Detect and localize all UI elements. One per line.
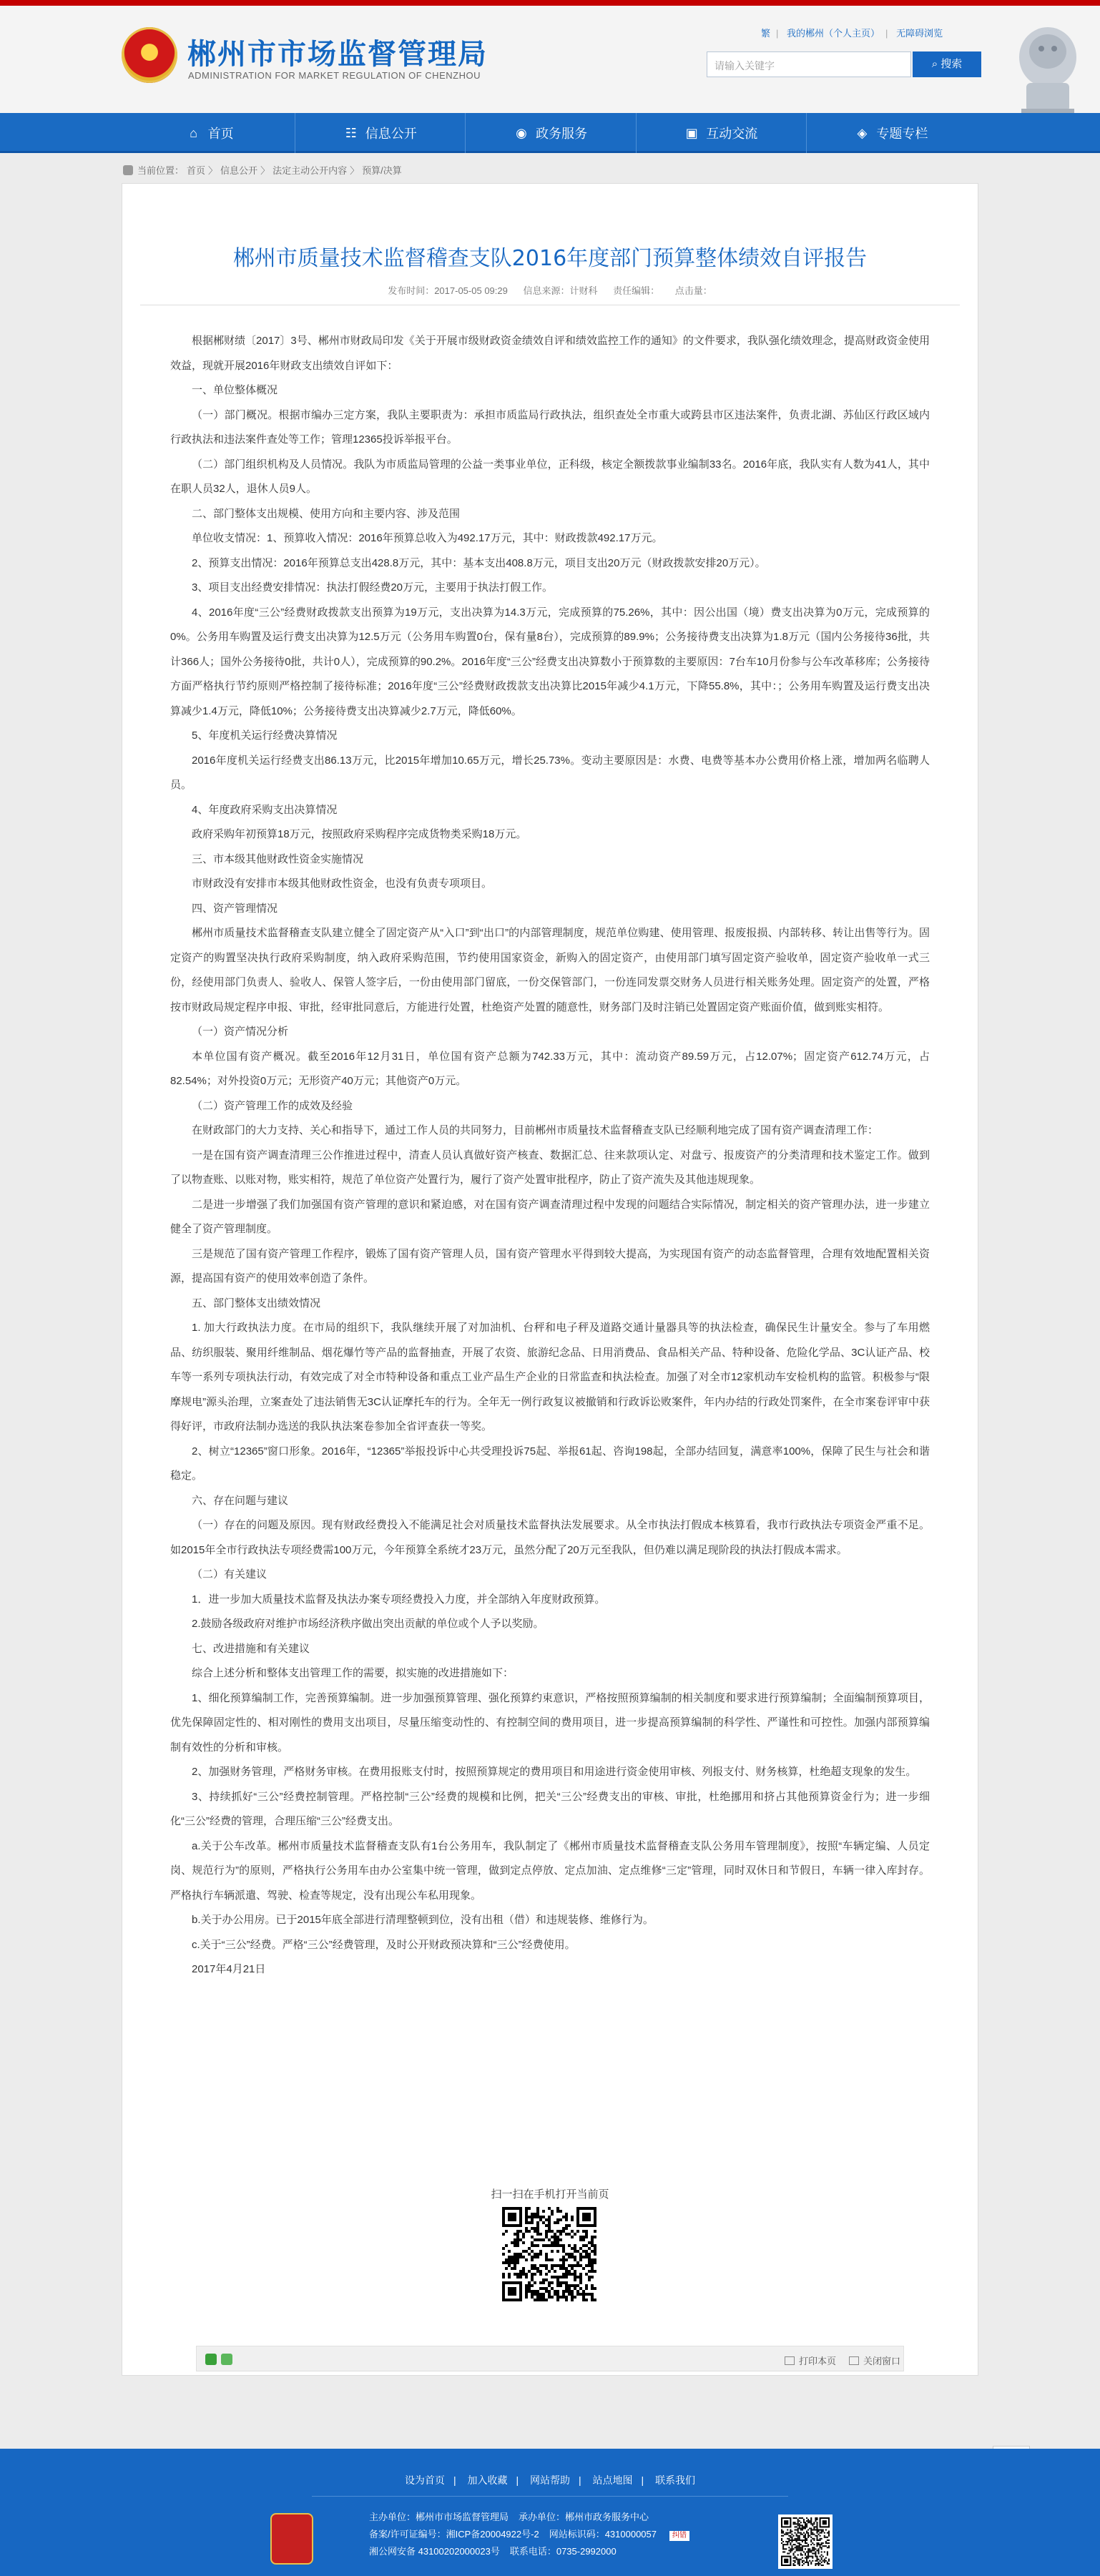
top-links: 繁 | 我的郴州（个人主页） | 无障碍浏览 [761, 28, 943, 39]
stone-lion-icon [1008, 14, 1087, 119]
footer-info [369, 2509, 699, 2560]
contact-phone: 联系电话：0735-2992000 [509, 2546, 617, 2557]
traditional-chinese-link[interactable]: 繁 [761, 28, 771, 39]
article-paragraph: 1．进一步加大质量技术监督及执法办案专项经费投入力度，并全部纳入年度财政预算。 [192, 1593, 606, 1606]
breadcrumb-statutory[interactable]: 法定主动公开内容 [272, 165, 348, 176]
article-paragraph: 政府采购年初预算18万元，按照政府采购程序完成货物类采购18万元。 [192, 828, 527, 840]
footer-divider [312, 2496, 788, 2497]
nav-interaction[interactable]: ▣ 互动交流 [637, 113, 807, 153]
nav-government-service[interactable]: ◉ 政务服务 [466, 113, 636, 153]
article-paragraph: （一）部门概况。根据市编办三定方案，我队主要职责为：承担市质监局行政执法，组织查处全市重大或跨县市区违法案件，负责北湖、苏仙区行政区域内行政执法和违法案件查处等工作；管理12365投诉举报平台。 [170, 408, 930, 446]
article-paragraph: 三是规范了国有资产管理工作程序，锻炼了国有资产管理人员，国有资产管理水平得到较大提高，为实现国有资产的动态监督管理，合理有效地配置相关资源，提高国有资产的使用效率创造了条件。 [170, 1247, 930, 1284]
nav-info-disclosure[interactable]: ☷ 信息公开 [295, 113, 466, 153]
article-paragraph: 根据郴财绩〔2017〕3号、郴州市财政局印发《关于开展市级财政资金绩效自评和绩效监控工作的通知》的文件要求，我队强化绩效理念，提高财政资金使用效益，现就开展2016年财政支出绩效自评如下： [170, 335, 930, 372]
article-paragraph: 2、树立“12365”窗口形象。2016年，“12365”举报投诉中心共受理投诉75起、举报61起、咨询198起，全部办结回复，满意率100%，保障了民生与社会和谐稳定。 [170, 1445, 930, 1482]
article-paragraph: 一是在国有资产调查清理三公作推进过程中，清查人员认真做好资产核查、数据汇总、往来款项认定、对盘亏、报废资产的分类清理和技术鉴定工作。做到了以物查账、以账对物，账实相符，规范了单位资产处置行为，履行了资产处置审批程序，防止了资产流失及其他违规现象。 [170, 1149, 930, 1186]
personal-home-link[interactable]: 我的郴州（个人主页） [787, 28, 880, 39]
top-strip [0, 0, 1100, 6]
article-paragraph: 1、细化预算编制工作，完善预算编制。进一步加强预算管理、强化预算约束意识，严格按照预算编制的相关制度和要求进行预算编制；全面编制预算项目，优先保障固定性的、相对刚性的费用支出项目，尽量压缩变动性的、有控制空间的费用项目，进一步提高预算编制的科学性、严谨性和可控性。加强内部预算编制有效性的分析和审核。 [170, 1691, 930, 1754]
article-paragraph: 二、部门整体支出规模、使用方向和主要内容、涉及范围 [192, 507, 461, 520]
print-button[interactable]: 打印本页 [785, 2354, 836, 2367]
article-body [170, 329, 930, 1982]
article-paragraph: 市财政没有安排市本级其他财政性资金，也没有负责专项项目。 [192, 877, 493, 890]
article-paragraph: 二是进一步增强了我们加强国有资产管理的意识和紧迫感，对在国有资产调查清理过程中发现的问题结合实际情况，制定相关的资产管理办法，进一步建立健全了资产管理制度。 [170, 1198, 930, 1235]
article-paragraph: 郴州市质量技术监督稽查支队建立健全了固定资产从“入口”到“出口”的内部管理制度，规范单位购建、使用管理、报废报损、内部转移、转让出售等行为。固定资产的购置坚决执行政府采购制度，纳入政府采购范围，节约使用国家资金，新购入的固定资产，由使用部门填写固定资产验收单，固定资产验收单一式三份，经使用部门负责人、验收人、保管人签字后，一份由使用部门留底，一份交保管部门，一份连同发票交财务人员进行相关账务处理。固定资产的处置，严格按市财政局规定程序申报、审批，经审批同意后，方能进行处置，杜绝资产处置的随意性，财务部门及时注销已处置固定资产账面价值，做到账实相符。 [170, 927, 930, 1013]
search-icon: ⌕ [931, 58, 941, 70]
location-icon [123, 165, 133, 175]
breadcrumb-budget[interactable]: 预算/决算 [362, 165, 402, 176]
main-nav [0, 113, 1100, 153]
article-paragraph: 4、年度政府采购支出决算情况 [192, 803, 338, 816]
article-paragraph: 在财政部门的大力支持、关心和指导下，通过工作人员的共同努力，目前郴州市质量技术监督稽查支队已经顺利地完成了国有资产调查清理工作： [192, 1124, 879, 1136]
police-record[interactable]: 湘公网安备 43100202000023号 [369, 2546, 500, 2557]
article-paragraph: （一）存在的问题及原因。现有财政经费投入不能满足社会对质量技术监督执法发展要求。从全市执法打假成本核算看，我市行政执法专项资金严重不足。如2015年全市行政执法专项经费需100万元，今年预算全系统才23万元，虽然分配了20万元至我队，但仍难以满足现阶段的执法打假成本需求。 [170, 1519, 930, 1556]
article-paragraph: 2、加强财务管理，严格财务审核。在费用报账支付时，按照预算规定的费用项目和用途进行资金使用审核、列报支付、财务核算，杜绝超支现象的发生。 [192, 1766, 917, 1778]
article-paragraph: 5、年度机关运行经费决算情况 [192, 729, 338, 742]
publish-time: 发布时间：2017-05-05 09:29 [388, 285, 508, 296]
home-icon: ⌂ [190, 126, 198, 140]
article-paragraph: （二）有关建议 [192, 1568, 267, 1580]
contact-link[interactable]: 联系我们 [655, 2474, 696, 2486]
search-button[interactable]: ⌕ 搜索 [913, 51, 981, 77]
sitemap-link[interactable]: 站点地图 [592, 2474, 633, 2486]
article-paragraph: c.关于“三公”经费。严格“三公”经费管理，及时公开财政预决算和“三公”经费使用。 [192, 1938, 576, 1951]
qr-code [502, 2207, 596, 2301]
site-code: 网站标识码：4310000057 [549, 2529, 657, 2540]
editor: 责任编辑： [613, 285, 660, 296]
article-paragraph: b.关于办公用房。已于2015年底全部进行清理整顿到位，没有出租（借）和违规装修、维修行为。 [192, 1914, 654, 1926]
breadcrumb-info[interactable]: 信息公开 [220, 165, 258, 176]
article-paragraph: 本单位国有资产概况。截至2016年12月31日，单位国有资产总额为742.33万元，其中：流动资产89.59万元，占12.07%；固定资产612.74万元，占82.54%；对外投资0万元；无形资产40万元；其他资产0万元。 [170, 1050, 930, 1087]
share-bar [196, 2346, 904, 2371]
layers-icon: ◈ [857, 126, 868, 140]
site-header [0, 6, 1100, 113]
close-icon [849, 2356, 859, 2365]
article-paragraph: （二）部门组织机构及人员情况。我队为市质监局管理的公益一类事业单位，正科级，核定全额拨款事业编制33名。2016年底，我队实有人数为41人，其中在职人员32人，退休人员9人。 [170, 458, 930, 495]
add-favorite-link[interactable]: 加入收藏 [467, 2474, 508, 2486]
info-source: 信息来源：计财科 [523, 285, 598, 296]
article-paragraph: 五、部门整体支出绩效情况 [192, 1297, 321, 1309]
service-icon: ◉ [516, 126, 527, 140]
set-homepage-link[interactable]: 设为首页 [404, 2474, 445, 2486]
article-paragraph: 2.鼓励各级政府对维护市场经济秩序做出突出贡献的单位或个人予以奖励。 [192, 1618, 544, 1630]
help-link[interactable]: 网站帮助 [530, 2474, 570, 2486]
footer-links: 设为首页 | 加入收藏 | 网站帮助 | 站点地图 | 联系我们 [404, 2474, 696, 2486]
printer-icon [785, 2356, 795, 2365]
article-paragraph: 四、资产管理情况 [192, 902, 278, 915]
view-count: 点击量： [674, 285, 712, 296]
article-paragraph: 2017年4月21日 [192, 1963, 266, 1975]
site-footer [0, 2449, 1100, 2576]
error-report-icon[interactable]: 纠错 [669, 2531, 689, 2541]
nav-special-topics[interactable]: ◈ 专题专栏 [807, 113, 976, 153]
article-paragraph: 1. 加大行政执法力度。在市局的组织下，我队继续开展了对加油机、台秤和电子秤及道路交通计量器具等的执法检查，确保民生计量安全。参与了车用燃品、纺织服装、聚用纤维制品、烟花爆竹等产品的监督抽查，开展了农资、旅游纪念品、日用消费品、食品相关产品、特种设备、危险化学品、3C认证产品、校车等一系列专项执法行动，有效完成了对全市特种设备和重点工业产品生产企业的日常监查和执法检查。加强了对全市12家机动车安检机构的监管。积极参与“限摩规电”源头治理，立案查处了违法销售无3C认证摩托车的行为。全年无一例行政复议被撤销和行政诉讼败案件，年内办结的行政处罚案件，在全市案卷评审中获得好评，市政府法制办选送的我队执法案卷参加全省评查获一等奖。 [170, 1322, 930, 1432]
article-meta [122, 283, 978, 297]
article-paragraph: 3、项目支出经费安排情况：执法打假经费20万元，主要用于执法打假工作。 [192, 581, 554, 594]
article-paragraph: 一、单位整体概况 [192, 384, 278, 396]
article-paragraph: 综合上述分析和整体支出管理工作的需要，拟实施的改进措施如下： [192, 1667, 514, 1679]
footer-qr-code [778, 2514, 833, 2569]
breadcrumb-home[interactable]: 首页 [187, 165, 206, 176]
close-window-button[interactable]: 关闭窗口 [849, 2354, 900, 2367]
accessibility-link[interactable]: 无障碍浏览 [896, 28, 943, 39]
article-paragraph: （二）资产管理工作的成效及经验 [192, 1099, 353, 1112]
article-paragraph: 2016年度机关运行经费支出86.13万元，比2015年增加10.65万元，增长25.73%。变动主要原因是：水费、电费等基本办公费用价格上涨，增加两名临聘人员。 [170, 754, 930, 791]
article-paragraph: （一）资产情况分析 [192, 1026, 289, 1038]
icp-number[interactable]: 备案/许可证编号：湘ICP备20004922号-2 [369, 2529, 539, 2540]
article-paragraph: 2、预算支出情况：2016年预算总支出428.8万元，其中：基本支出408.8万元，项目支出20万元（财政拨款安排20万元）。 [192, 556, 766, 569]
undertaker-unit: 承办单位：郴州市政务服务中心 [519, 2512, 649, 2522]
site-subtitle: ADMINISTRATION FOR MARKET REGULATION OF CHENZHOU [188, 70, 481, 81]
share-moments-icon[interactable] [221, 2354, 232, 2365]
qr-caption: 扫一扫在手机打开当前页 [491, 2188, 609, 2201]
chat-icon: ▣ [685, 126, 698, 140]
party-government-badge-icon[interactable] [270, 2513, 313, 2565]
search-input[interactable]: 请输入关键字 [707, 51, 911, 77]
article-paragraph: 三、市本级其他财政性资金实施情况 [192, 852, 364, 865]
info-icon: ☷ [345, 126, 357, 140]
site-title[interactable]: 郴州市市场监督管理局 [187, 38, 488, 71]
article-title: 郴州市质量技术监督稽查支队2016年度部门预算整体绩效自评报告 [232, 246, 868, 271]
article-paragraph: 3、持续抓好“三公”经费控制管理。严格控制“三公”经费的规模和比例，把关“三公”经费支出的审核、审批，杜绝挪用和挤占其他预算资金行为；进一步细化“三公”经费的管理，合理压缩“三公”经费支出。 [170, 1790, 930, 1827]
article-paragraph: a.关于公车改革。郴州市质量技术监督稽查支队有1台公务用车，我队制定了《郴州市质量技术监督稽查支队公务用车管理制度》，按照“车辆定编、人员定岗、规范行为”的原则，严格执行公务用车由办公室集中统一管理，做到定点停放、定点加油、定点维修“三定”管理，同时双休日和节假日，车辆一律入库封存。严格执行车辆派遣、驾驶、检查等规定，没有出现公车私用现象。 [170, 1839, 930, 1902]
national-emblem-icon [122, 27, 177, 83]
nav-home[interactable]: ⌂ 首页 [125, 113, 295, 153]
breadcrumb: 当前位置： 首页 〉 信息公开 〉 法定主动公开内容 〉 预算/决算 [123, 163, 405, 177]
article-paragraph: 单位收支情况：1、预算收入情况：2016年预算总收入为492.17万元，其中：财政拨款492.17万元。 [192, 532, 663, 544]
article-paragraph: 六、存在问题与建议 [192, 1494, 289, 1507]
host-unit: 主办单位：郴州市市场监督管理局 [369, 2512, 509, 2522]
share-wechat-icon[interactable] [205, 2354, 217, 2365]
article-paragraph: 4、2016年度“三公”经费财政拨款支出预算为19万元，支出决算为14.3万元，完成预算的75.26%，其中：因公出国（境）费支出决算为0万元，完成预算的0%。公务用车购置及运行费支出决算为12.5万元（公务用车购置0台，保有量8台），完成预算的89.9%；公务接待费支出决算为1.8万元（国内公务接待36批，共计366人；国外公务接待0批，共计0人），完成预算的90.2%。2016年度“三公”经费支出决算数小于预算数的主要原因：7台车10月份参与公车改革移库；公务接待方面严格执行节约原则严格控制了接待标准；2016年度“三公”经费财政拨款支出决算比2015年减少4.1万元，下降55.8%，其中：；公务用车购置及运行费支出决算减少1.4万元，降低10%；公务接待费支出决算减少2.7万元，降低60%。 [170, 606, 930, 717]
article-paragraph: 七、改进措施和有关建议 [192, 1642, 310, 1655]
